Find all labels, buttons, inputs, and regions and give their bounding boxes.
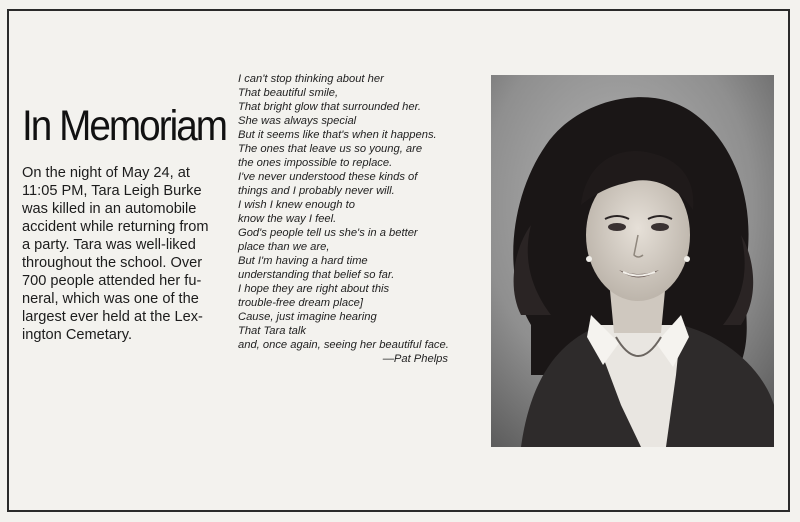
memorial-paragraph	[22, 164, 210, 344]
poem-line: trouble-free dream place]	[238, 297, 363, 309]
paragraph-line: 11:05 PM, Tara Leigh Burke	[22, 183, 202, 199]
paragraph-line: accident while returning from	[22, 219, 209, 235]
paragraph-line: largest ever held at the Lex-	[22, 309, 203, 325]
poem-line: I wish I knew enough to	[238, 199, 355, 211]
poem-line: That bright glow that surrounded her.	[238, 101, 422, 113]
poem-line: Cause, just imagine hearing	[238, 311, 377, 323]
poem-line: understanding that belief so far.	[238, 269, 395, 281]
poem-line: I've never understood these kinds of	[238, 171, 418, 183]
poem-line: She was always special	[238, 115, 357, 127]
poem-line: That beautiful smile,	[238, 87, 339, 99]
paragraph-line: throughout the school. Over	[22, 255, 203, 271]
paragraph-line: neral, which was one of the	[22, 291, 199, 307]
page-title: In Memoriam	[22, 102, 227, 150]
poem-line: That Tara talk	[238, 325, 306, 337]
paragraph-line: a party. Tara was well-liked	[22, 237, 196, 253]
poem-line: God's people tell us she's in a better	[238, 227, 418, 239]
poem-line: But it seems like that's when it happens.	[238, 129, 437, 141]
portrait-illustration	[491, 75, 774, 447]
portrait-photo	[491, 75, 774, 447]
poem-line: place than we are,	[238, 241, 330, 253]
poem-line: the ones impossible to replace.	[238, 157, 393, 169]
poem-author: —Pat Phelps	[382, 353, 448, 365]
paragraph-line: 700 people attended her fu-	[22, 273, 202, 289]
paragraph-line: was killed in an automobile	[22, 201, 197, 217]
memorial-poem	[238, 72, 478, 366]
poem-line: The ones that leave us so young, are	[238, 143, 423, 155]
poem-line: know the way I feel.	[238, 213, 337, 225]
paragraph-line: ington Cemetary.	[22, 327, 133, 343]
poem-line: I hope they are right about this	[238, 283, 390, 295]
poem-line: I can't stop thinking about her	[238, 73, 384, 85]
paragraph-line: On the night of May 24, at	[22, 165, 190, 181]
poem-line: and, once again, seeing her beautiful face.	[238, 339, 449, 351]
poem-line: things and I probably never will.	[238, 185, 395, 197]
poem-line: But I'm having a hard time	[238, 255, 368, 267]
